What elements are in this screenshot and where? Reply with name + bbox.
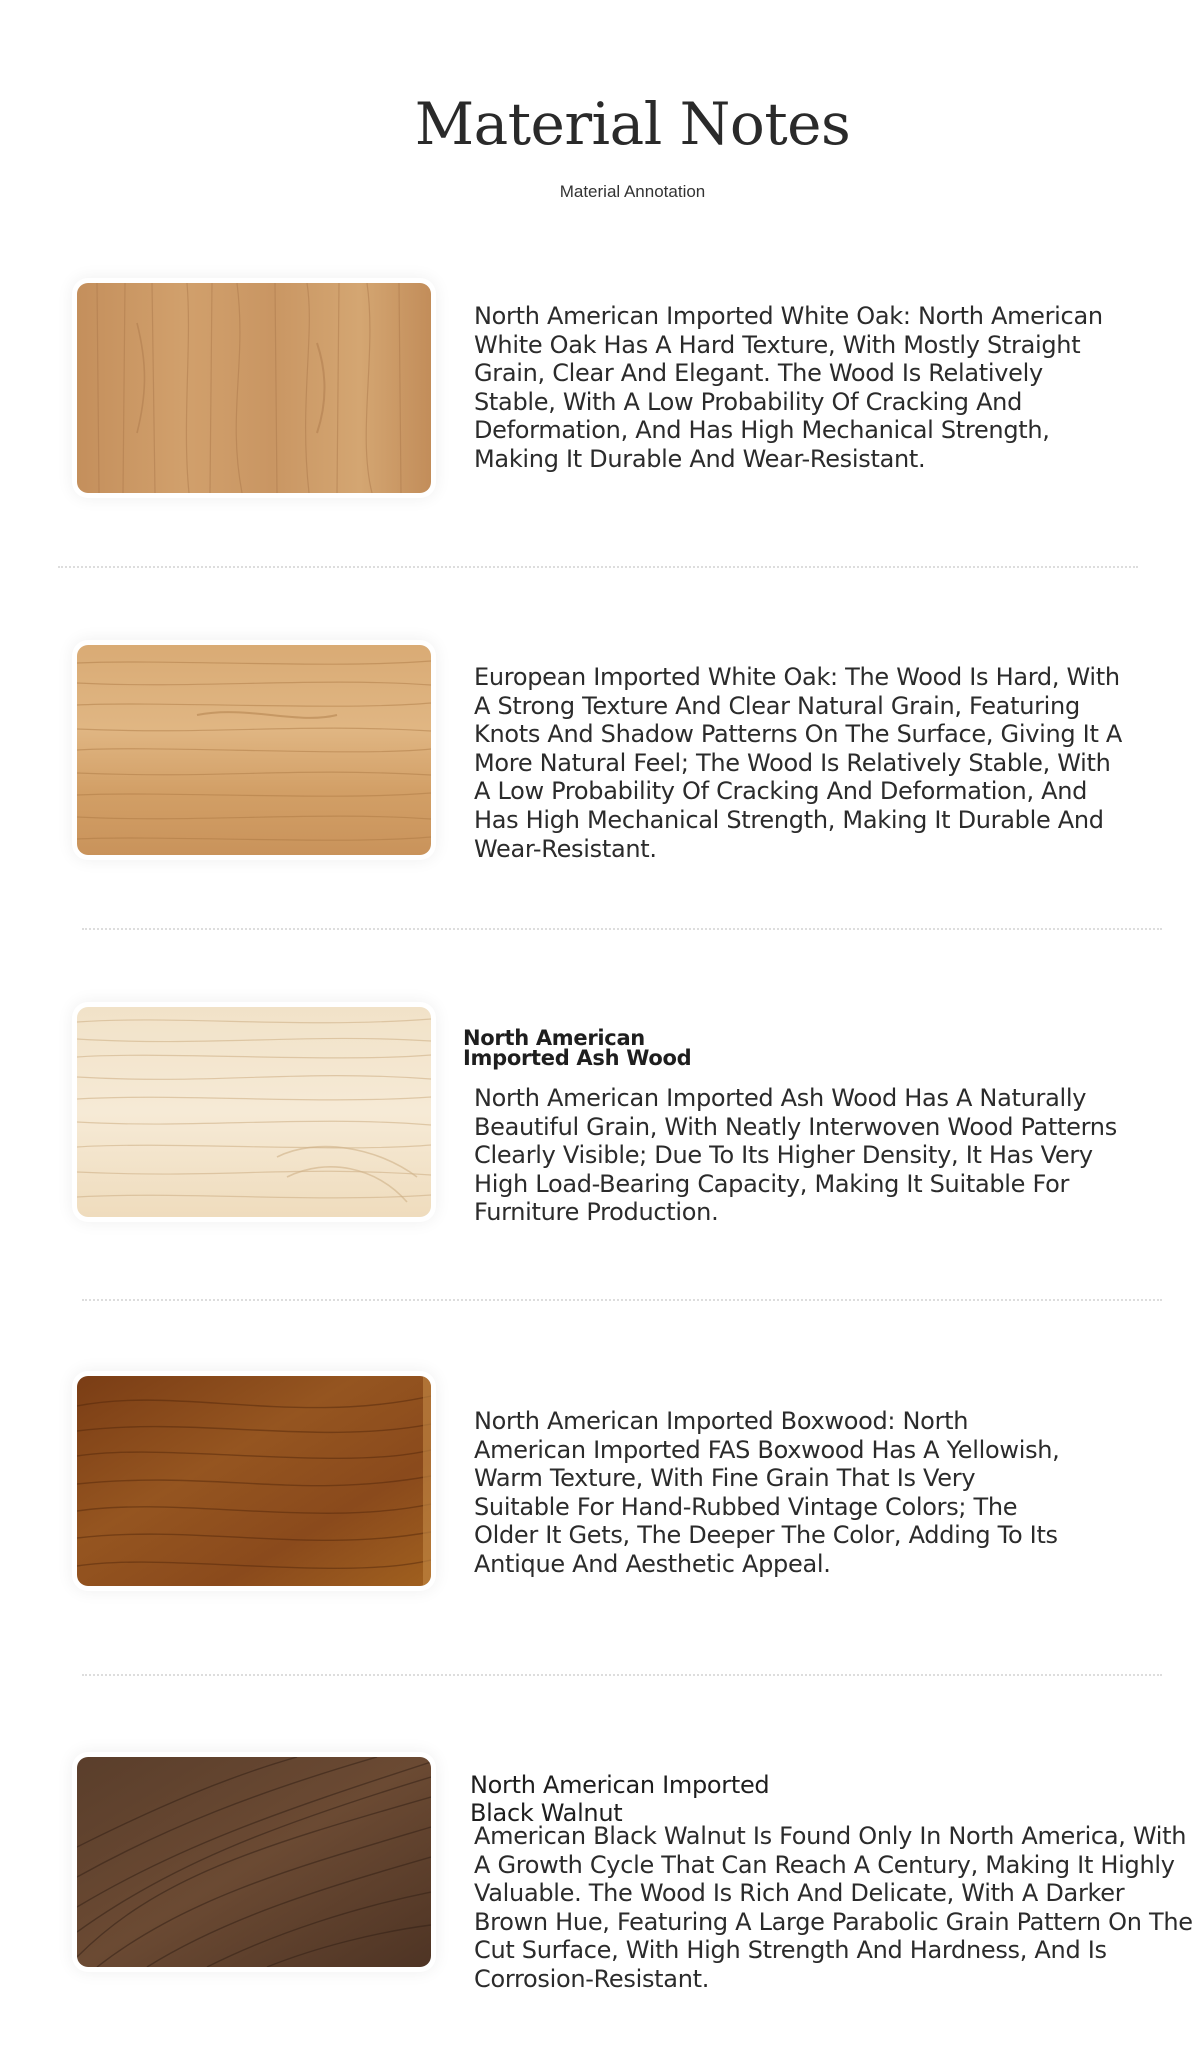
divider xyxy=(82,928,1162,930)
divider xyxy=(82,1674,1162,1676)
black-walnut-description: American Black Walnut Is Found Only In North America, With A Growth Cycle That Can Reach A Century, Making It Highly Valuable. The Wood Is Rich And Delicate, With A Darker Brown Hue, Featuring A Large Parabolic Grain Pattern On The Cut Surface, With High Strength And Hardness, And Is Corrosion-Resistant. xyxy=(474,1822,1193,1993)
ash-wood-description: North American Imported Ash Wood Has A Naturally Beautiful Grain, With Neatly Interwoven Wood Patterns Clearly Visible; Due To Its Higher Density, It Has Very High Load-Bearing Capacity, Making It Suitable For Furniture Production. xyxy=(474,1084,1117,1227)
black-walnut-swatch xyxy=(77,1757,431,1967)
boxwood-swatch xyxy=(77,1376,431,1586)
ash-wood-swatch xyxy=(77,1007,431,1217)
white-oak-north-american-description: North American Imported White Oak: North American White Oak Has A Hard Texture, With Mostly Straight Grain, Clear And Elegant. The Wood Is Relatively Stable, With A Low Probability Of Cracking And Deformation, And Has High Mechanical Strength, Making It Durable And Wear-Resistant. xyxy=(474,302,1103,473)
divider xyxy=(82,1299,1162,1301)
divider xyxy=(58,566,1138,568)
ash-wood-heading: North American Imported Ash Wood xyxy=(463,1026,692,1070)
page-title: Material Notes xyxy=(414,90,851,158)
white-oak-north-american-swatch xyxy=(77,283,431,493)
white-oak-european-description: European Imported White Oak: The Wood Is Hard, With A Strong Texture And Clear Natural Grain, Featuring Knots And Shadow Patterns On The Surface, Giving It A More Natural Feel; The Wood Is Relatively Stable, With A Low Probability Of Cracking And Deformation, And Has High Mechanical Strength, Making It Durable And Wear-Resistant. xyxy=(474,663,1123,863)
black-walnut-heading: North American Imported Black Walnut xyxy=(470,1771,770,1827)
boxwood-description: North American Imported Boxwood: North American Imported FAS Boxwood Has A Yellowish, Warm Texture, With Fine Grain That Is Very Suitable For Hand-Rubbed Vintage Colors; The Older It Gets, The Deeper The Color, Adding To Its Antique And Aesthetic Appeal. xyxy=(474,1407,1060,1578)
white-oak-european-swatch xyxy=(77,645,431,855)
page-subtitle: Material Annotation xyxy=(559,182,706,201)
